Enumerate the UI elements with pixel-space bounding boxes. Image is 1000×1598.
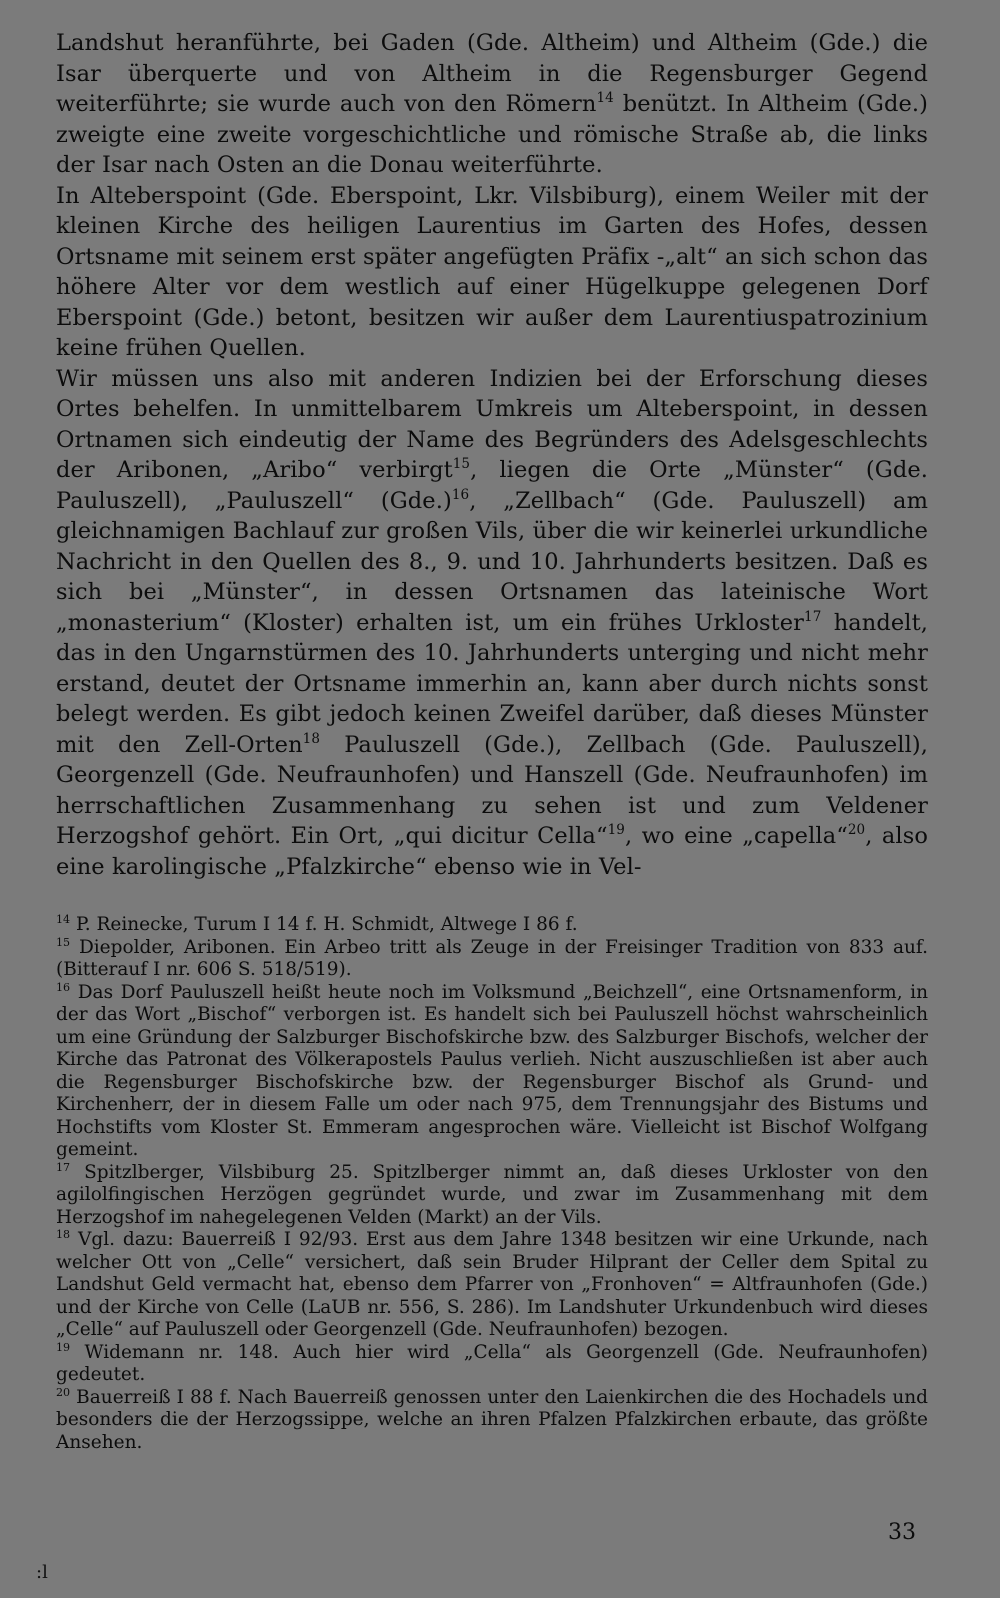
footnote-text: Diepolder, Aribonen. Ein Arbeo tritt als Zeuge in der Freisinger Tradition von 833 auf. (Bitterauf I nr. 606 S. 518/519). — [56, 936, 928, 980]
text-segment: , also eine karolingische „Pfalzkirche“ ebenso wie in Vel- — [56, 823, 928, 880]
footnote — [56, 937, 928, 982]
text-segment: In Alteberspoint (Gde. Eberspoint, Lkr. Vilsbiburg), einem Weiler mit der kleinen Kirche des heiligen Laurentius im Garten des Hofes, dessen Ortsname mit seinem erst später angefügten Präfix -„alt“ an sich schon das höhere Alter vor dem westlich auf einer Hügelkuppe gelegenen Dorf Eberspoint (Gde.) betont, besitzen wir außer dem Laurentiuspatrozinium keine frühen Quellen. — [56, 182, 928, 361]
footnote-text: Bauerreiß I 88 f. Nach Bauerreiß genossen unter den Laienkirchen die des Hochadels und besonders die der Herzogssippe, welche an ihren Pfalzen Pfalzkirchen erbaute, das größte Ansehen. — [56, 1386, 928, 1453]
text-segment: handelt, das in den Ungarnstürmen des 10. Jahrhunderts unterging und nicht mehr erstand, deutet der Ortsname immerhin an, kann aber durch nichts sonst belegt werden. Es gibt jedoch keinen Zweifel darüber, daß dieses Münster mit den Zell-Orten — [56, 609, 928, 758]
text-segment: benützt. In Altheim (Gde.) zweigte eine zweite vorgeschichtliche und römische Straße ab, die links der Isar nach Osten an die Donau weiterführte. — [56, 91, 928, 178]
text-segment: Wir müssen uns also mit anderen Indizien bei der Erforschung dieses Ortes behelfen. In unmittelbarem Umkreis um Alteberspoint, in dessen Ortnamen sich eindeutig der Name des Begründers des Adelsgeschlechts der Aribonen, „Aribo“ verbirgt — [56, 365, 928, 483]
footnote-reference: 19 — [607, 822, 625, 839]
footnote-number: 20 — [56, 1385, 71, 1399]
footnote — [56, 982, 928, 1162]
footnote-number: 14 — [56, 912, 71, 926]
footnote-number: 16 — [56, 980, 71, 994]
footnote-number: 19 — [56, 1340, 71, 1354]
footnote — [56, 1342, 928, 1387]
footnote — [56, 914, 928, 937]
corner-mark: :l — [36, 1562, 48, 1583]
page-number: 33 — [888, 1520, 916, 1545]
text-segment: Landshut heranführte, bei Gaden (Gde. Altheim) und Altheim (Gde.) die Isar überquerte und von Altheim in die Regensburger Gegend weiterführte; sie wurde auch von den Römern — [56, 30, 928, 117]
footnote-reference: 16 — [451, 486, 470, 503]
body-paragraph — [56, 28, 928, 181]
text-segment: , wo eine „capella“ — [624, 823, 848, 849]
footnote-reference: 18 — [302, 730, 321, 747]
text-segment: , liegen die Orte „Münster“ (Gde. Pauluszell), „Pauluszell“ (Gde.) — [56, 457, 928, 514]
footnote-text: Vgl. dazu: Bauerreiß I 92/93. Erst aus dem Jahre 1348 besitzen wir eine Urkunde, nach welcher Ott von „Celle“ versichert, daß sein Bruder Hilprant der Celler dem Spital zu Landshut Geld vermacht hat, ebenso dem Pfarrer von „Fronhoven“ = Altfraunhofen (Gde.) und der Kirche von Celle (LaUB nr. 556, S. 286). Im Landshuter Urkundenbuch wird dieses „Celle“ auf Pauluszell oder Georgenzell (Gde. Neufraunhofen) bezogen. — [56, 1229, 928, 1340]
main-text — [56, 28, 928, 882]
footnote — [56, 1387, 928, 1455]
footnote-text: Spitzlberger, Vilsbiburg 25. Spitzlberger nimmt an, daß dieses Urkloster von den agilolfingischen Herzögen gegründet wurde, und zwar im Zusammenhang mit dem Herzogshof im nahegelegenen Velden (Markt) an der Vils. — [56, 1161, 928, 1228]
footnotes — [56, 914, 928, 1454]
footnote — [56, 1229, 928, 1342]
footnote-reference: 20 — [847, 822, 866, 839]
footnote-number: 17 — [56, 1160, 71, 1174]
footnote-reference: 17 — [804, 608, 822, 625]
text-segment: Pauluszell (Gde.), Zellbach (Gde. Pauluszell), Georgenzell (Gde. Neufraunhofen) und Hanszell (Gde. Neufraunhofen) im herrschaftlichen Zusammenhang zu sehen ist und zum Veldener Herzogshof gehört. Ein Ort, „qui dicitur Cella“ — [56, 731, 928, 849]
document-page — [56, 28, 928, 1454]
footnote-text: Das Dorf Pauluszell heißt heute noch im Volksmund „Beichzell“, eine Ortsnamenform, in der das Wort „Bischof“ verborgen ist. Es handelt sich bei Pauluszell höchst wahrscheinlich um eine Gründung der Salzburger Bischofskirche bzw. des Salzburger Bischofs, welcher der Kirche das Patronat des Völkerapostels Paulus verlieh. Nicht auszuschließen ist aber auch die Regensburger Bischofskirche bzw. der Regensburger Bischof als Grund- und Kirchenherr, der in diesem Falle um oder nach 975, dem Trennungsjahr des Bistums und Hochstifts vom Kloster St. Emmeram angesprochen wäre. Vielleicht ist Bischof Wolfgang gemeint. — [56, 981, 928, 1160]
body-paragraph — [56, 181, 928, 364]
body-paragraph — [56, 364, 928, 883]
footnote-number: 18 — [56, 1227, 71, 1241]
text-segment: , „Zellbach“ (Gde. Pauluszell) am gleichnamigen Bachlauf zur großen Vils, über die wir keinerlei urkundliche Nachricht in den Quellen des 8., 9. und 10. Jahrhunderts besitzen. Daß es sich bei „Münster“, in dessen Ortsnamen das lateinische Wort „monasterium“ (Kloster) erhalten ist, um ein frühes Urkloster — [56, 487, 929, 636]
footnote-text: P. Reinecke, Turum I 14 f. H. Schmidt, Altwege I 86 f. — [76, 914, 578, 935]
footnote — [56, 1162, 928, 1230]
footnote-number: 15 — [56, 935, 71, 949]
footnote-reference: 15 — [452, 456, 471, 473]
footnote-text: Widemann nr. 148. Auch hier wird „Cella“ als Georgenzell (Gde. Neufraunhofen) gedeutet. — [56, 1341, 928, 1385]
footnote-reference: 14 — [596, 90, 614, 107]
